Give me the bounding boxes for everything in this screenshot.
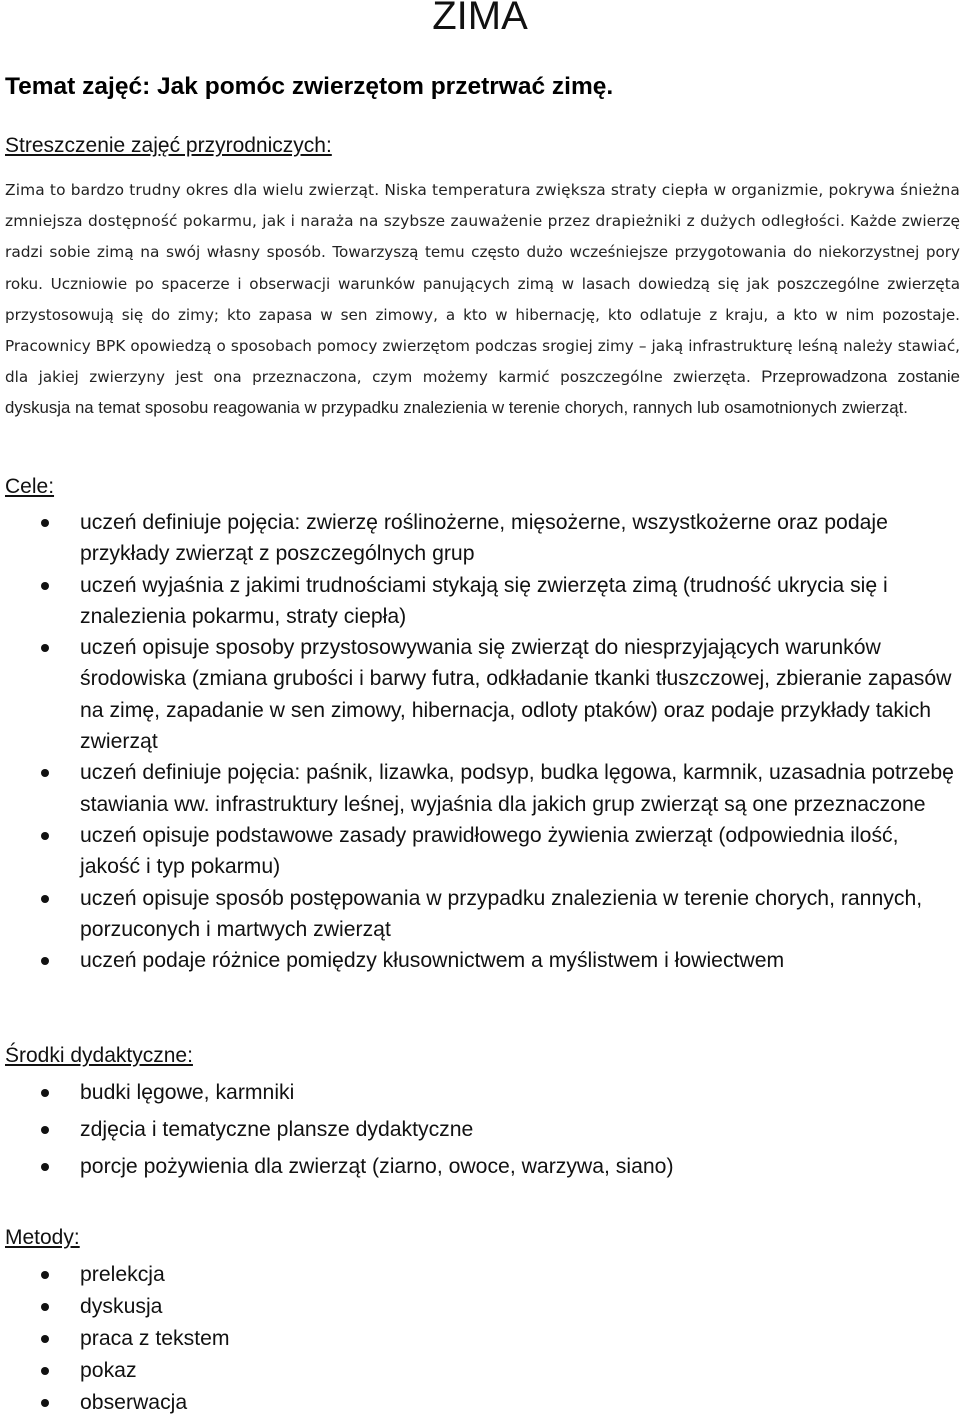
goals-list xyxy=(0,507,960,976)
bullet-icon xyxy=(41,644,49,652)
bullet-icon xyxy=(41,769,49,777)
list-item xyxy=(0,1077,960,1108)
bullet-icon xyxy=(41,957,49,965)
means-list xyxy=(0,1077,960,1187)
summary-text-1: Zima to bardzo trudny okres dla wielu zwierząt. Niska temperatura zwiększa straty ciepła w organizmie, pokrywa śnieżna zmniejsza dostępność pokarmu, jak i naraża na szybsze zauważenie przez drapieżniki z dużych odległości. xyxy=(5,181,960,231)
goal-text: uczeń definiuje pojęcia: zwierzę roślinożerne, mięsożerne, wszystkożerne oraz podaje przykłady zwierząt z poszczególnych grup xyxy=(80,511,888,566)
bullet-icon xyxy=(41,1126,49,1134)
method-text: prelekcja xyxy=(80,1263,165,1286)
bullet-icon xyxy=(41,895,49,903)
method-text: pokaz xyxy=(80,1359,137,1383)
goal-text: uczeń definiuje pojęcia: paśnik, lizawka, podsyp, budka lęgowa, karmnik, uzasadnia potrzebę stawiania ww. infrastruktury leśnej, wyjaśnia dla jakich grup zwierząt są one przeznaczone xyxy=(80,761,954,816)
means-text: budki lęgowe, karmniki xyxy=(80,1081,295,1104)
means-text: porcje pożywienia dla zwierząt (ziarno, owoce, warzywa, siano) xyxy=(80,1154,674,1178)
bullet-icon xyxy=(41,832,49,840)
list-item xyxy=(0,820,960,883)
page-title: ZIMA xyxy=(432,0,528,38)
goal-text: uczeń opisuje sposoby przystosowywania się zwierząt do niesprzyjających warunków środowiska (zmiana grubości i barwy futra, odkładanie tkanki tłuszczowej, zbieranie zapasów na zimę, zapadanie w sen zimowy, hibernacja, odloty ptaków) oraz podaje przykłady takich zwierząt xyxy=(80,636,952,754)
goal-text: uczeń opisuje podstawowe zasady prawidłowego żywienia zwierząt (odpowiednia ilość, jakość i typ pokarmu) xyxy=(80,823,899,879)
summary-paragraph xyxy=(5,174,960,424)
goals-heading: Cele: xyxy=(5,475,55,498)
means-text: zdjęcia i tematyczne plansze dydaktyczne xyxy=(80,1117,474,1141)
methods-list xyxy=(0,1259,960,1419)
list-item xyxy=(0,1114,960,1145)
bullet-icon xyxy=(41,519,49,527)
list-item xyxy=(0,757,960,820)
summary-heading: Streszczenie zajęć przyrodniczych: xyxy=(5,134,332,157)
goal-text: uczeń opisuje sposób postępowania w przypadku znalezienia w terenie chorych, rannych, porzuconych i martwych zwierząt xyxy=(80,886,923,941)
goal-text: uczeń wyjaśnia z jakimi trudnościami stykają się zwierzęta zimą (trudność ukrycia się i znalezienia pokarmu, straty ciepła) xyxy=(80,573,888,628)
lesson-topic: Temat zajęć: Jak pomóc zwierzętom przetrwać zimę. xyxy=(5,73,614,100)
list-item xyxy=(0,1355,960,1386)
summary-text-2: Każde zwierzę radzi sobie zimą na swój własny sposób. xyxy=(5,212,960,262)
method-text: dyskusja xyxy=(80,1295,163,1319)
bullet-icon xyxy=(41,1367,49,1375)
bullet-icon xyxy=(41,1335,49,1343)
methods-heading: Metody: xyxy=(5,1226,80,1249)
method-text: praca z tekstem xyxy=(80,1327,230,1351)
method-text: obserwacja xyxy=(80,1391,188,1415)
list-item xyxy=(0,1259,960,1290)
goal-text: uczeń podaje różnice pomiędzy kłusownictwem a myślistwem i łowiectwem xyxy=(80,949,785,973)
bullet-icon xyxy=(41,1303,49,1311)
list-item xyxy=(0,570,960,633)
summary-text-5: Przeprowadzona zostanie dyskusja na temat sposobu reagowania w przypadku znalezienia w terenie chorych, rannych lub osamotnionych zwierząt. xyxy=(5,367,960,418)
means-heading: Środki dydaktyczne: xyxy=(5,1044,193,1067)
summary-text-4: Uczniowie po spacerze i obserwacji warunków panujących zimą w lasach dowiedzą się jak poszczególne zwierzęta przystosowują się do zimy; kto zapasa w sen zimowy, a kto w hibernację, kto odlatuje z kraju, a kto w nim pozostaje. Pracownicy BPK opowiedzą o sposobach pomocy zwierzętom podczas srogiej zimy – jaką infrastrukturę leśną należy stawiać, dla jakiej zwierzyny jest ona przeznaczona, czym możemy karmić poszczególne zwierzęta. xyxy=(5,274,960,387)
list-item xyxy=(0,1387,960,1418)
bullet-icon xyxy=(41,582,49,590)
list-item xyxy=(0,1291,960,1322)
bullet-icon xyxy=(41,1271,49,1279)
bullet-icon xyxy=(41,1163,49,1171)
list-item xyxy=(0,1323,960,1354)
list-item xyxy=(0,632,960,757)
bullet-icon xyxy=(41,1089,49,1097)
summary-text-3: Towarzyszą temu często dużo wcześniejsze przygotowania do niekorzystnej pory roku. xyxy=(5,243,960,293)
bullet-icon xyxy=(41,1399,49,1407)
list-item xyxy=(0,507,960,570)
list-item xyxy=(0,883,960,946)
list-item xyxy=(0,945,960,976)
list-item xyxy=(0,1151,960,1182)
